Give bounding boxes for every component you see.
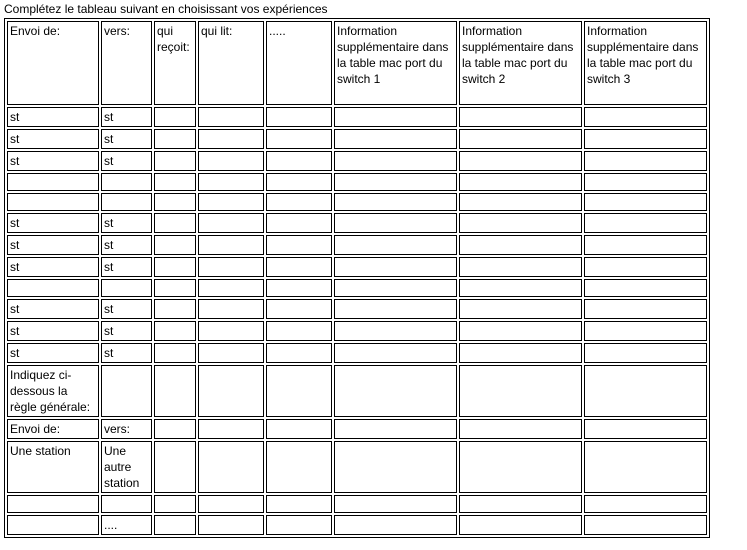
table-cell xyxy=(334,235,457,255)
table-cell: st xyxy=(101,299,152,319)
table-cell xyxy=(198,213,264,233)
table-cell: st xyxy=(7,299,99,319)
table-cell: st xyxy=(7,129,99,149)
table-cell xyxy=(198,173,264,191)
table-row xyxy=(7,441,707,493)
table-row xyxy=(7,257,707,277)
table-cell xyxy=(198,235,264,255)
table-cell xyxy=(266,495,332,513)
header-envoi-de: Envoi de: xyxy=(7,21,99,105)
table-cell xyxy=(198,279,264,297)
table-cell xyxy=(459,235,582,255)
table-cell xyxy=(334,515,457,535)
table-cell xyxy=(584,365,707,417)
table-cell: st xyxy=(101,257,152,277)
table-cell xyxy=(459,173,582,191)
table-cell xyxy=(266,107,332,127)
table-cell xyxy=(266,213,332,233)
table-cell xyxy=(459,257,582,277)
table-row xyxy=(7,279,707,297)
table-cell xyxy=(584,515,707,535)
table-cell xyxy=(584,279,707,297)
table-cell xyxy=(584,419,707,439)
table-cell xyxy=(266,279,332,297)
table-row xyxy=(7,193,707,211)
table-cell: Indiquez ci-dessous la règle générale: xyxy=(7,365,99,417)
table-cell xyxy=(584,129,707,149)
table-cell xyxy=(459,193,582,211)
table-cell xyxy=(154,343,196,363)
table-cell xyxy=(584,193,707,211)
table-cell xyxy=(266,441,332,493)
table-cell xyxy=(198,321,264,341)
table-cell xyxy=(266,129,332,149)
table-cell: .... xyxy=(101,515,152,535)
table-cell xyxy=(584,235,707,255)
table-row xyxy=(7,321,707,341)
table-cell xyxy=(584,441,707,493)
table-cell xyxy=(198,129,264,149)
table-cell xyxy=(198,441,264,493)
table-cell: st xyxy=(7,235,99,255)
table-cell xyxy=(584,213,707,233)
table-cell: st xyxy=(7,213,99,233)
table-cell xyxy=(459,343,582,363)
table-cell xyxy=(154,419,196,439)
table-cell: st xyxy=(101,129,152,149)
table-cell xyxy=(266,151,332,171)
table-cell: st xyxy=(101,151,152,171)
table-row xyxy=(7,495,707,513)
table-cell xyxy=(266,343,332,363)
table-cell xyxy=(101,279,152,297)
table-cell xyxy=(266,365,332,417)
table-cell xyxy=(584,107,707,127)
table-cell xyxy=(7,193,99,211)
table-cell xyxy=(198,495,264,513)
table-cell xyxy=(334,441,457,493)
table-cell: st xyxy=(7,257,99,277)
table-row xyxy=(7,365,707,417)
instructions-text: Complétez le tableau suivant en choisissant vos expériences xyxy=(4,2,328,16)
table-cell xyxy=(459,213,582,233)
table-cell xyxy=(154,173,196,191)
table-cell xyxy=(266,515,332,535)
table-row xyxy=(7,299,707,319)
table-cell xyxy=(334,299,457,319)
table-cell xyxy=(334,213,457,233)
table-cell xyxy=(266,173,332,191)
table-row xyxy=(7,419,707,439)
table-cell xyxy=(154,213,196,233)
table-cell xyxy=(334,279,457,297)
table-row xyxy=(7,343,707,363)
table-row xyxy=(7,173,707,191)
table-cell xyxy=(198,107,264,127)
table-cell xyxy=(154,515,196,535)
table-cell xyxy=(266,419,332,439)
table-cell xyxy=(584,343,707,363)
table-cell xyxy=(154,107,196,127)
table-cell xyxy=(198,257,264,277)
table-cell xyxy=(584,495,707,513)
table-cell xyxy=(198,419,264,439)
table-body xyxy=(7,107,707,535)
table-cell xyxy=(459,321,582,341)
header-ellipsis: ..... xyxy=(266,21,332,105)
table-cell xyxy=(584,321,707,341)
table-cell xyxy=(584,151,707,171)
table-cell xyxy=(266,257,332,277)
table-cell xyxy=(459,151,582,171)
table-row xyxy=(7,213,707,233)
table-cell xyxy=(334,343,457,363)
table-cell xyxy=(101,495,152,513)
table-cell xyxy=(7,515,99,535)
table-cell: st xyxy=(101,321,152,341)
header-switch-1: Information supplémentaire dans la table mac port du switch 1 xyxy=(334,21,457,105)
table-cell xyxy=(7,495,99,513)
table-cell xyxy=(101,365,152,417)
header-switch-2: Information supplémentaire dans la table mac port du switch 2 xyxy=(459,21,582,105)
table-cell xyxy=(266,321,332,341)
table-cell xyxy=(584,173,707,191)
table-cell xyxy=(459,515,582,535)
table-cell xyxy=(459,495,582,513)
table-cell xyxy=(334,365,457,417)
table-cell: st xyxy=(101,343,152,363)
table-cell xyxy=(334,193,457,211)
header-switch-3: Information supplémentaire dans la table mac port du switch 3 xyxy=(584,21,707,105)
table-cell xyxy=(334,173,457,191)
table-cell xyxy=(154,365,196,417)
table-cell xyxy=(459,299,582,319)
table-cell xyxy=(198,515,264,535)
table-cell xyxy=(459,279,582,297)
table-row xyxy=(7,515,707,535)
table-row xyxy=(7,107,707,127)
table-cell xyxy=(154,151,196,171)
table-cell xyxy=(459,365,582,417)
table-cell xyxy=(154,235,196,255)
table-row xyxy=(7,151,707,171)
table-cell xyxy=(101,193,152,211)
table-cell xyxy=(154,441,196,493)
table-cell: vers: xyxy=(101,419,152,439)
table-cell xyxy=(266,299,332,319)
header-qui-recoit: qui reçoit: xyxy=(154,21,196,105)
table-cell xyxy=(266,235,332,255)
table-cell xyxy=(334,495,457,513)
table-cell xyxy=(584,257,707,277)
table-cell xyxy=(266,193,332,211)
table-cell: st xyxy=(101,235,152,255)
table-cell xyxy=(334,257,457,277)
table-cell: Une station xyxy=(7,441,99,493)
table-cell xyxy=(154,193,196,211)
table-cell: st xyxy=(7,151,99,171)
table-cell xyxy=(198,343,264,363)
table-cell xyxy=(198,193,264,211)
table-cell: st xyxy=(7,321,99,341)
table-cell xyxy=(334,129,457,149)
table-cell xyxy=(154,279,196,297)
table-cell xyxy=(459,129,582,149)
table-cell xyxy=(459,441,582,493)
table-cell: st xyxy=(7,343,99,363)
table-cell: Envoi de: xyxy=(7,419,99,439)
table-cell: st xyxy=(101,213,152,233)
table-cell xyxy=(154,299,196,319)
table-cell xyxy=(334,419,457,439)
table-cell xyxy=(334,321,457,341)
header-row xyxy=(7,21,707,105)
table-cell xyxy=(101,173,152,191)
table-row xyxy=(7,129,707,149)
table-cell xyxy=(154,257,196,277)
experience-table xyxy=(4,18,710,538)
table-cell xyxy=(198,365,264,417)
table-cell xyxy=(154,129,196,149)
header-vers: vers: xyxy=(101,21,152,105)
table-row xyxy=(7,235,707,255)
table-cell xyxy=(198,151,264,171)
table-cell xyxy=(7,173,99,191)
table-cell xyxy=(459,107,582,127)
header-qui-lit: qui lit: xyxy=(198,21,264,105)
table-cell xyxy=(154,321,196,341)
table-cell: Une autre station xyxy=(101,441,152,493)
table-cell xyxy=(7,279,99,297)
table-cell xyxy=(584,299,707,319)
table-cell: st xyxy=(7,107,99,127)
table-cell xyxy=(154,495,196,513)
table-cell xyxy=(459,419,582,439)
table-cell xyxy=(198,299,264,319)
table-cell xyxy=(334,151,457,171)
table-cell: st xyxy=(101,107,152,127)
table-cell xyxy=(334,107,457,127)
